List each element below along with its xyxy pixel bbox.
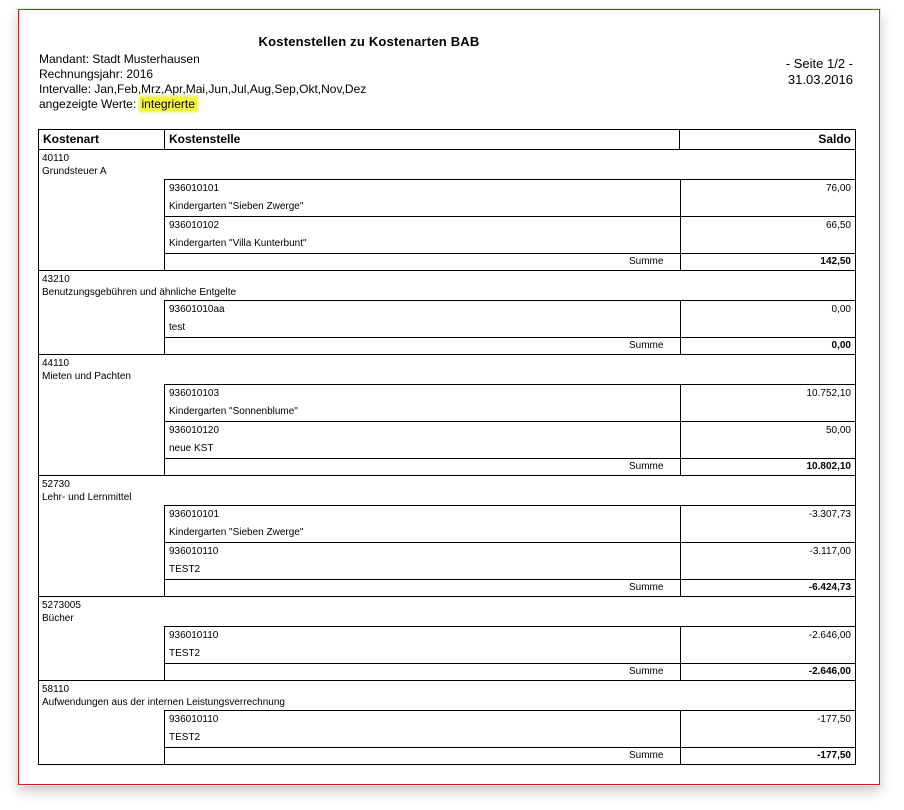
kostenstelle-id: 936010101 [169, 509, 220, 520]
table-row [164, 505, 855, 542]
sum-value: 10.802,10 [680, 459, 855, 475]
sum-row [164, 579, 855, 596]
kostenstelle-id: 93601010aa [169, 304, 225, 315]
kostenstelle-label: Kindergarten "Sieben Zwerge" [169, 527, 304, 538]
kostenart-name: Bücher [42, 613, 74, 624]
kostenart-code: 44110 [42, 358, 70, 369]
kostenstelle-label: Kindergarten "Sieben Zwerge" [169, 201, 304, 212]
saldo-value: -177,50 [680, 711, 855, 747]
kostenart-code: 43210 [42, 274, 70, 285]
sum-value: 0,00 [680, 338, 855, 354]
kostenstelle-id: 936010101 [169, 183, 220, 194]
sum-label: Summe [629, 582, 664, 593]
kostenart-group [39, 681, 855, 765]
kostenart-group [39, 476, 855, 597]
values-label: angezeigte Werte: [39, 97, 137, 111]
saldo-value: 50,00 [680, 422, 855, 458]
report-page-frame [18, 9, 880, 785]
sum-row [164, 337, 855, 354]
table-row [164, 626, 855, 663]
kostenstelle-id: 936010102 [169, 220, 220, 231]
kostenstelle-rows [164, 384, 855, 475]
year-line: Rechnungsjahr: 2016 [39, 67, 154, 81]
mandant-line: Mandant: Stadt Musterhausen [39, 52, 200, 66]
kostenart-group [39, 355, 855, 476]
saldo-value: 66,50 [680, 217, 855, 253]
sum-label: Summe [629, 256, 664, 267]
kostenstelle-label: test [169, 322, 186, 333]
kostenart-name: Aufwendungen aus der internen Leistungsverrechnung [42, 697, 285, 708]
sum-label: Summe [629, 750, 664, 761]
kostenart-group [39, 597, 855, 681]
kostenart-code: 40110 [42, 153, 70, 164]
header-saldo: Saldo [818, 132, 851, 146]
sum-row [164, 253, 855, 270]
kostenstelle-id: 936010110 [169, 714, 219, 725]
table-row [164, 179, 855, 216]
page-number: - Seite 1/2 - [785, 56, 853, 71]
saldo-value: 0,00 [680, 301, 855, 337]
sum-value: -6.424,73 [680, 580, 855, 596]
kostenart-code: 52730 [42, 479, 70, 490]
kostenstelle-id: 936010110 [169, 546, 219, 557]
saldo-value: -3.117,00 [680, 543, 855, 579]
kostenstelle-rows [164, 300, 855, 354]
report-groups [39, 150, 855, 765]
kostenstelle-label: TEST2 [169, 564, 201, 575]
sum-value: 142,50 [680, 254, 855, 270]
table-row [164, 216, 855, 253]
table-header [39, 130, 855, 150]
table-row [164, 710, 855, 747]
kostenstelle-id: 936010120 [169, 425, 220, 436]
report-info [39, 52, 366, 112]
sum-value: -177,50 [680, 748, 855, 764]
values-line [39, 97, 366, 112]
report-page [19, 10, 879, 784]
saldo-value: -2.646,00 [680, 627, 855, 663]
kostenart-name: Mieten und Pachten [42, 371, 131, 382]
sum-label: Summe [629, 340, 664, 351]
kostenstelle-rows [164, 505, 855, 596]
report-date: 31.03.2016 [787, 72, 853, 87]
sum-label: Summe [629, 461, 664, 472]
kostenart-code: 58110 [42, 684, 70, 695]
header-kostenstelle: Kostenstelle [169, 132, 241, 146]
kostenstelle-rows [164, 710, 855, 764]
sum-row [164, 458, 855, 475]
report-title: Kostenstellen zu Kostenarten BAB [258, 34, 480, 49]
kostenart-name: Benutzungsgebühren und ähnliche Entgelte [42, 287, 237, 298]
values-highlight: integrierte [141, 97, 195, 111]
report-table [38, 129, 856, 765]
header-kostenart: Kostenart [43, 132, 100, 146]
kostenstelle-id: 936010103 [169, 388, 220, 399]
kostenstelle-label: TEST2 [169, 648, 201, 659]
kostenart-name: Grundsteuer A [42, 166, 107, 177]
kostenart-code: 5273005 [42, 600, 81, 611]
table-row [164, 300, 855, 337]
kostenstelle-label: TEST2 [169, 732, 201, 743]
table-row [164, 384, 855, 421]
kostenart-group [39, 271, 855, 355]
sum-label: Summe [629, 666, 664, 677]
sum-row [164, 747, 855, 764]
intervals-line: Intervalle: Jan,Feb,Mrz,Apr,Mai,Jun,Jul,Aug,Sep,Okt,Nov,Dez [39, 82, 367, 96]
sum-row [164, 663, 855, 680]
kostenstelle-label: Kindergarten "Villa Kunterbunt" [169, 238, 307, 249]
kostenart-group [39, 150, 855, 271]
sum-value: -2.646,00 [680, 664, 855, 680]
saldo-value: -3.307,73 [680, 506, 855, 542]
kostenstelle-label: neue KST [169, 443, 214, 454]
kostenstelle-id: 936010110 [169, 630, 219, 641]
page-info [786, 56, 853, 88]
kostenart-name: Lehr- und Lernmittel [42, 492, 132, 503]
saldo-value: 76,00 [680, 180, 855, 216]
table-row [164, 542, 855, 579]
kostenstelle-label: Kindergarten "Sonnenblume" [169, 406, 298, 417]
kostenstelle-rows [164, 626, 855, 680]
saldo-value: 10.752,10 [680, 385, 855, 421]
kostenstelle-rows [164, 179, 855, 270]
table-row [164, 421, 855, 458]
